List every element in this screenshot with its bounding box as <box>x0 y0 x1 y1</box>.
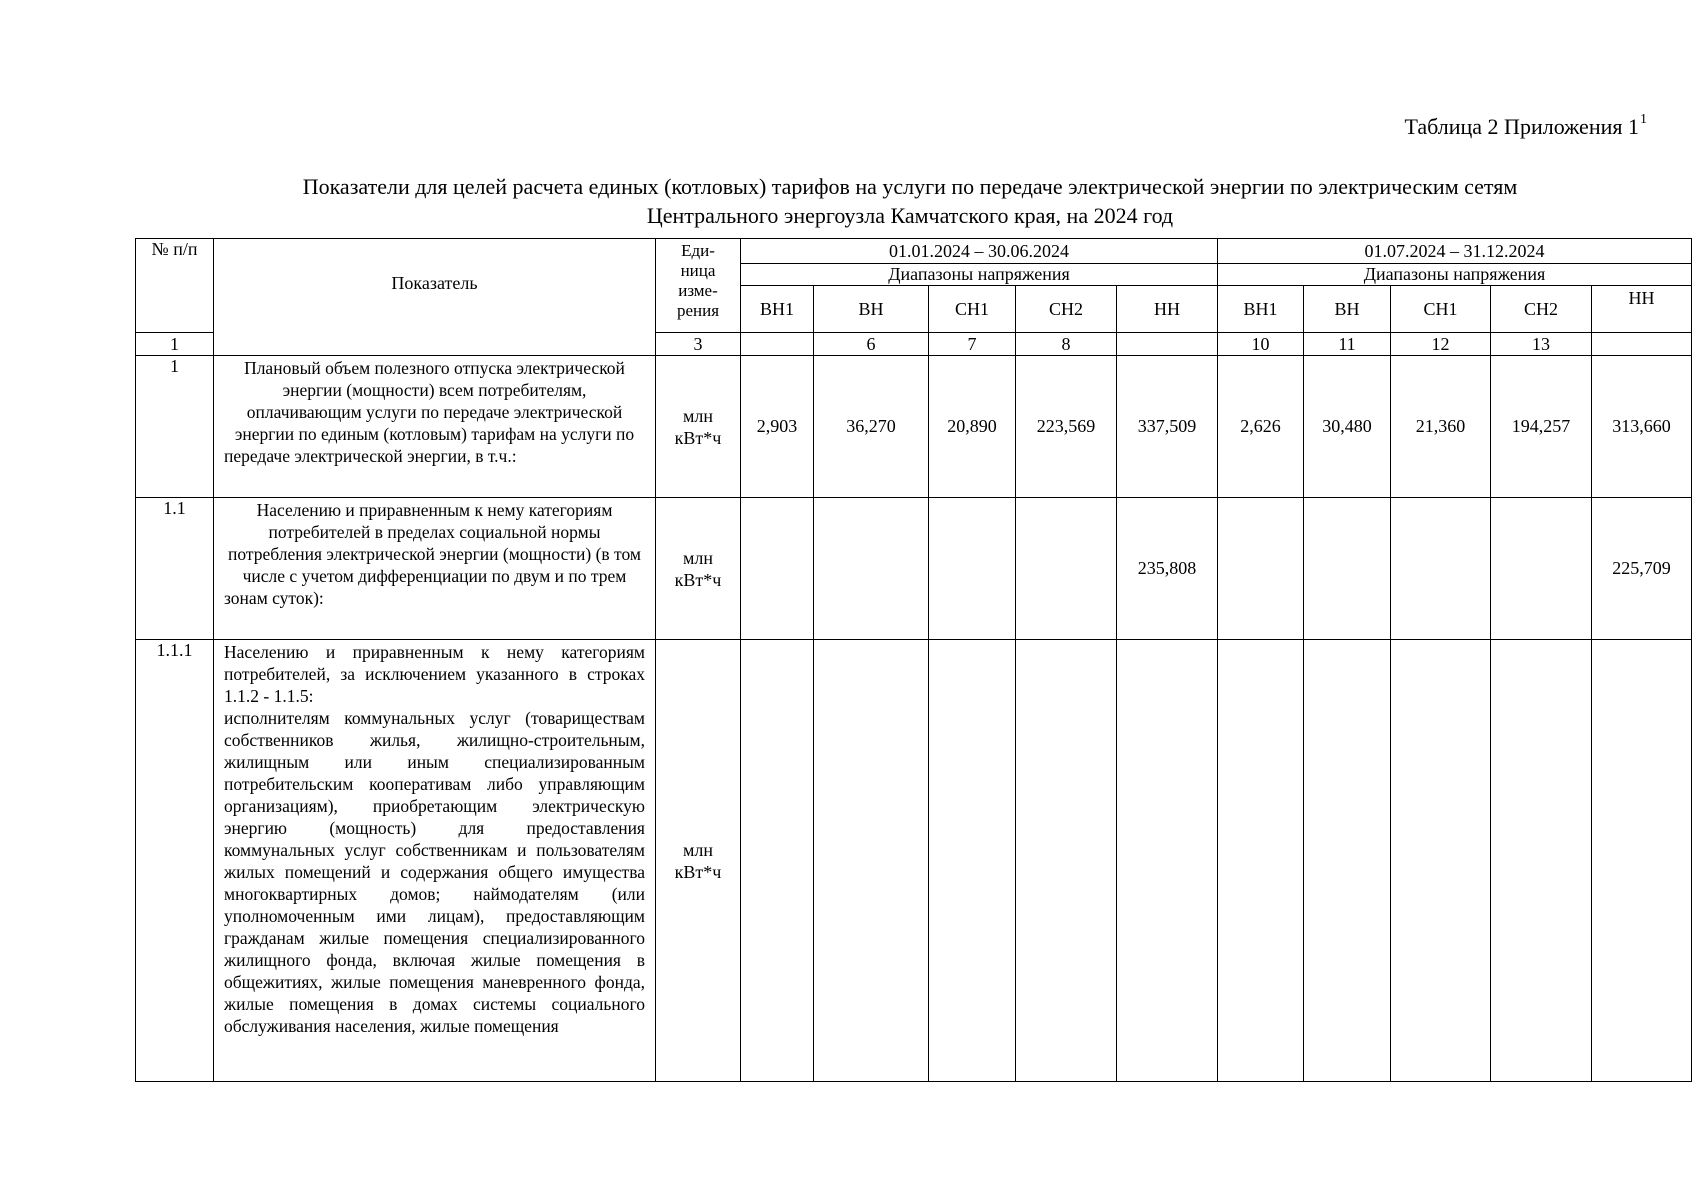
voltage-header: ВН <box>814 286 929 333</box>
row-value: 21,360 <box>1391 356 1491 498</box>
row-unit: млн кВт*ч <box>656 640 741 1082</box>
row-value <box>741 498 814 640</box>
voltage-header: СН1 <box>929 286 1016 333</box>
row-number: 1.1.1 <box>136 640 214 1082</box>
table-label <box>1404 114 1647 140</box>
row-value <box>1218 640 1304 1082</box>
row-value: 223,569 <box>1016 356 1117 498</box>
column-number <box>741 333 814 356</box>
column-number <box>1592 333 1692 356</box>
column-number: 13 <box>1491 333 1592 356</box>
row-value <box>1491 640 1592 1082</box>
header-unit: Еди- ница изме- рения <box>656 239 741 333</box>
row-value: 225,709 <box>1592 498 1692 640</box>
voltage-header: СН2 <box>1491 286 1592 333</box>
voltage-header: ВН <box>1304 286 1391 333</box>
row-value: 30,480 <box>1304 356 1391 498</box>
row-value <box>741 640 814 1082</box>
footnote-marker: 1 <box>1640 112 1647 127</box>
row-value <box>929 498 1016 640</box>
row-value <box>1218 498 1304 640</box>
row-indicator: Плановый объем полезного отпуска электрической энергии (мощности) всем потребителям, оплачивающим услуги по передаче электрической энергии по единым (котловым) тарифам на услуги по передаче электрической энергии, в т.ч.: <box>214 356 656 498</box>
row-value <box>1117 640 1218 1082</box>
header-period-1: 01.01.2024 – 30.06.2024 <box>741 239 1218 264</box>
row-indicator <box>214 640 656 1082</box>
column-number: 3 <box>656 333 741 356</box>
voltage-header: ВН1 <box>1218 286 1304 333</box>
row-value <box>814 640 929 1082</box>
row-indicator-part-a: Населению и приравненным к нему категориям потребителей, за исключением указанного в строках 1.1.2 - 1.1.5: <box>224 642 645 706</box>
row-value: 36,270 <box>814 356 929 498</box>
column-number: 1 <box>136 333 214 356</box>
voltage-header: НН <box>1117 286 1218 333</box>
row-value: 313,660 <box>1592 356 1692 498</box>
table-row <box>136 640 1692 1082</box>
header-indicator <box>214 239 656 356</box>
header-indicator-label: Показатель <box>391 273 478 293</box>
row-unit: млн кВт*ч <box>656 356 741 498</box>
header-period-2: 01.07.2024 – 31.12.2024 <box>1218 239 1692 264</box>
row-number: 1.1 <box>136 498 214 640</box>
voltage-header: СН2 <box>1016 286 1117 333</box>
header-row-periods <box>136 239 1692 264</box>
row-value <box>1592 640 1692 1082</box>
row-value <box>1304 640 1391 1082</box>
document-title <box>160 172 1660 230</box>
voltage-header: СН1 <box>1391 286 1491 333</box>
title-line-2: Центрального энергоузла Камчатского края, на 2024 год <box>646 203 1174 228</box>
tariff-table <box>135 238 1692 1082</box>
header-ranges-1: Диапазоны напряжения <box>741 264 1218 286</box>
row-unit: млн кВт*ч <box>656 498 741 640</box>
column-number: 12 <box>1391 333 1491 356</box>
column-number: 10 <box>1218 333 1304 356</box>
header-num: № п/п <box>136 239 214 333</box>
table-label-text: Таблица 2 Приложения 1 <box>1404 114 1639 139</box>
row-value <box>1491 498 1592 640</box>
column-number: 8 <box>1016 333 1117 356</box>
row-value <box>1391 640 1491 1082</box>
row-value <box>929 640 1016 1082</box>
row-number: 1 <box>136 356 214 498</box>
voltage-header: ВН1 <box>741 286 814 333</box>
row-value: 2,903 <box>741 356 814 498</box>
row-value <box>1016 640 1117 1082</box>
row-indicator: Населению и приравненным к нему категориям потребителей в пределах социальной нормы потребления электрической энергии (мощности) (в том числе с учетом дифференциации по двум и по трем зонам суток): <box>214 498 656 640</box>
row-value <box>1391 498 1491 640</box>
row-value <box>1304 498 1391 640</box>
row-indicator-part-b: исполнителям коммунальных услуг (товариществам собственников жилья, жилищно-строительным, жилищным или иным специализированным потребительским кооперативам либо управляющим организациям), приобретающим электрическую энергию (мощность) для предоставления коммунальных услуг собственникам и пользователям жилых помещений и содержания общего имущества многоквартирных домов; наймодателям (или уполномоченным ими лицам), предоставляющим гражданам жилые помещения специализированного жилищного фонда, включая жилые помещения в общежитиях, жилые помещения маневренного фонда, жилые помещения в домах системы социального обслуживания населения, жилые помещения <box>224 708 645 1036</box>
row-value <box>814 498 929 640</box>
column-number: 7 <box>929 333 1016 356</box>
row-value: 235,808 <box>1117 498 1218 640</box>
column-number: 11 <box>1304 333 1391 356</box>
table-row <box>136 356 1692 498</box>
row-value: 20,890 <box>929 356 1016 498</box>
row-value <box>1016 498 1117 640</box>
header-ranges-2: Диапазоны напряжения <box>1218 264 1692 286</box>
row-value: 2,626 <box>1218 356 1304 498</box>
title-line-1: Показатели для целей расчета единых (котловых) тарифов на услуги по передаче электрической энергии по электрическим сетям <box>302 174 1518 199</box>
row-value: 194,257 <box>1491 356 1592 498</box>
row-value: 337,509 <box>1117 356 1218 498</box>
voltage-header: НН <box>1592 286 1692 333</box>
column-number: 6 <box>814 333 929 356</box>
column-number <box>1117 333 1218 356</box>
table-row <box>136 498 1692 640</box>
